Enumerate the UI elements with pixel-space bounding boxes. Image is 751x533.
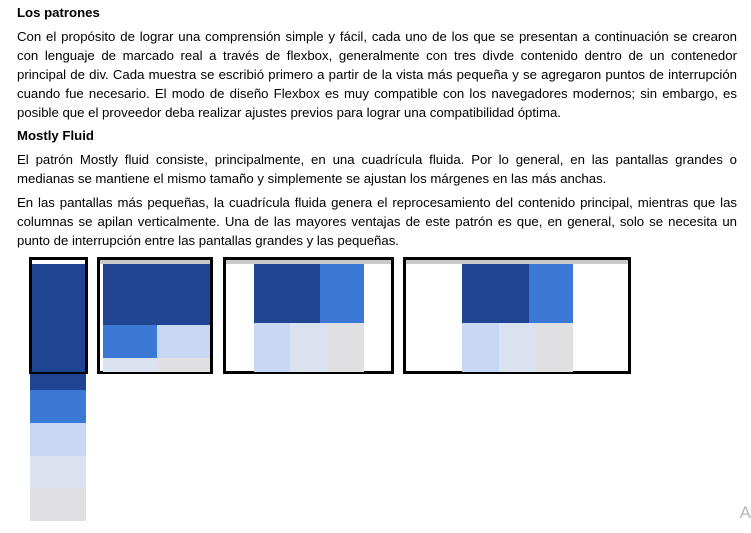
small-screen-frame [29, 257, 88, 374]
xlarge-screen-column-4 [499, 323, 536, 372]
medium-screen-frame [97, 257, 213, 374]
medium-screen-column-3 [157, 325, 210, 358]
small-screen-column-3 [30, 423, 86, 456]
xlarge-screen-column-2 [529, 264, 573, 323]
small-screen-column-4 [30, 456, 86, 488]
medium-screen-column-5 [157, 358, 210, 372]
large-screen-column-4 [290, 323, 327, 372]
pattern-paragraph-1: El patrón Mostly fluid consiste, principalmente, en una cuadrícula fluida. Por lo general, en las pantallas grandes o medianas se mantiene el mismo tamaño y simplemente se ajustan los márgenes en las más anchas. [17, 152, 737, 186]
large-screen-frame [223, 257, 394, 374]
large-screen-main [254, 264, 320, 323]
xlarge-screen-main [462, 264, 529, 323]
page-corner-mark: A [739, 503, 751, 522]
xlarge-screen-frame [403, 257, 631, 374]
medium-screen-column-2 [103, 325, 157, 358]
medium-screen-column-4 [103, 358, 157, 372]
small-screen-main [32, 264, 85, 372]
xlarge-screen-column-5 [536, 323, 573, 372]
document-body [17, 3, 737, 250]
small-screen-column-2 [30, 390, 86, 423]
large-screen-column-3 [254, 323, 290, 372]
large-screen-column-5 [327, 323, 364, 372]
medium-screen-main [103, 264, 210, 325]
section-heading: Los patrones [17, 5, 100, 20]
small-screen-column-5 [30, 488, 86, 521]
xlarge-screen-column-3 [462, 323, 499, 372]
pattern-heading: Mostly Fluid [17, 128, 94, 143]
large-screen-column-2 [320, 264, 364, 323]
pattern-paragraph-2: En las pantallas más pequeñas, la cuadrícula fluida genera el reprocesamiento del contenido principal, mientras que las columnas se apilan verticalmente. Una de las mayores ventajas de este patrón es que, en general, solo se necesita un punto de interrupción entre las pantallas grandes y las pequeñas. [17, 195, 737, 248]
small-screen-main-overflow [30, 372, 86, 390]
intro-paragraph: Con el propósito de lograr una comprensión simple y fácil, cada uno de los que se presentan a continuación se crearon con lenguaje de marcado real a través de flexbox, generalmente con tres divde contenido dentro de un contenedor principal de div. Cada muestra se escribió primero a partir de la vista más pequeña y se agregaron puntos de interrupción cuando fue necesario. El modo de diseño Flexbox es muy compatible con los navegadores modernos; sin embargo, es posible que el proveedor deba realizar ajustes previos para lograr una compatibilidad óptima. [17, 29, 737, 120]
